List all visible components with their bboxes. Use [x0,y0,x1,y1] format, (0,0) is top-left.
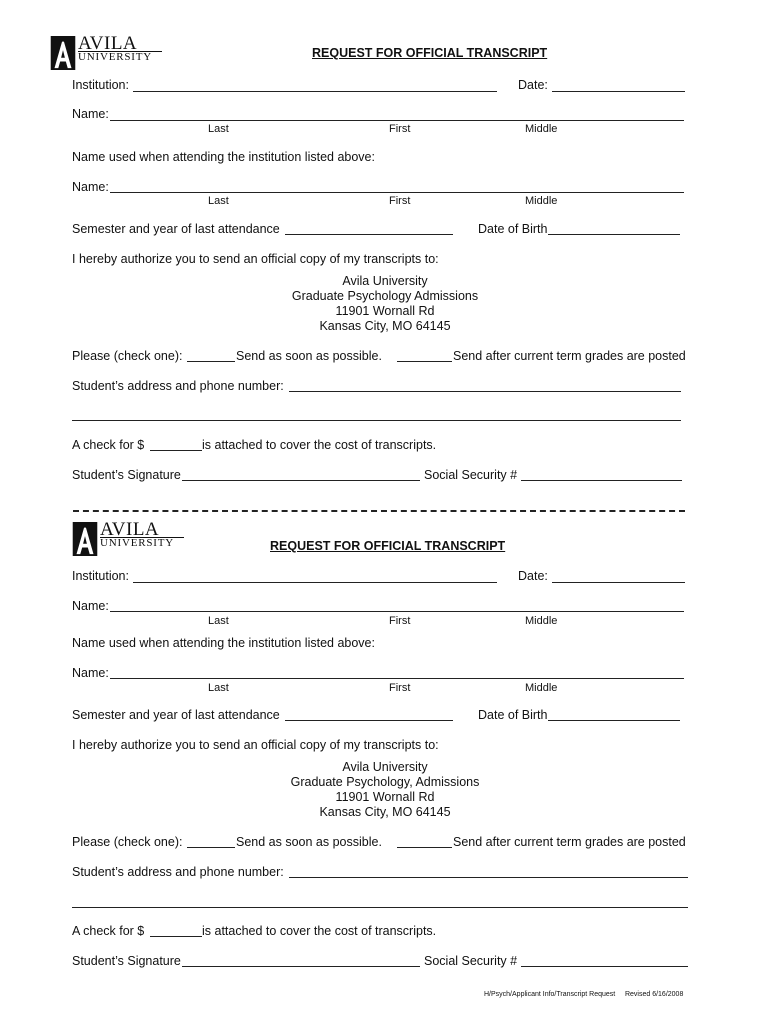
date-field[interactable] [552,91,685,92]
semester-field[interactable] [285,720,453,721]
signature-label: Student’s Signature [72,954,181,968]
check-for-label: A check for $ [72,438,145,452]
check-for-label: A check for $ [72,924,145,938]
first-caption: First [389,615,411,627]
check-amount-field[interactable] [150,936,202,937]
middle-caption: Middle [525,123,558,135]
address-label: Student’s address and phone number: [72,379,284,393]
send-after-checkbox[interactable] [397,361,452,362]
authorize-text: I hereby authorize you to send an official copy of my transcripts to: [72,252,439,266]
form-title: REQUEST FOR OFFICIAL TRANSCRIPT [312,46,548,60]
name-field[interactable] [110,120,684,121]
address-label: Student’s address and phone number: [72,865,284,879]
name-field[interactable] [110,611,684,612]
ssn-label: Social Security # [424,468,518,482]
last-caption: Last [208,615,229,627]
send-after-checkbox[interactable] [397,847,452,848]
attached-text: is attached to cover the cost of transcripts. [202,438,437,452]
ssn-field[interactable] [521,966,688,967]
cut-line-divider [73,510,685,512]
date-field[interactable] [552,582,685,583]
first-caption: First [389,682,411,694]
address-line-4: Kansas City, MO 64145 [319,319,451,333]
name-used-label: Name used when attending the institution listed above: [72,150,375,164]
form-title: REQUEST FOR OFFICIAL TRANSCRIPT [270,539,506,553]
former-name-field[interactable] [110,678,684,679]
date-label: Date: [518,569,548,583]
address-field[interactable] [289,391,681,392]
first-caption: First [389,195,411,207]
address-line-1: Avila University [342,274,428,288]
institution-label: Institution: [72,569,129,583]
check-one-label: Please (check one): [72,349,183,363]
ssn-field[interactable] [521,480,682,481]
address-field[interactable] [289,877,688,878]
send-after-label: Send after current term grades are posted [453,835,686,849]
address-line-1: Avila University [342,760,428,774]
middle-caption: Middle [525,615,558,627]
footer-revision-note: H/Psych/Applicant Info/Transcript Request Revised 6/16/2008 [484,991,684,998]
address-line-4: Kansas City, MO 64145 [319,805,451,819]
last-caption: Last [208,682,229,694]
semester-label: Semester and year of last attendance [72,708,280,722]
signature-label: Student’s Signature [72,468,181,482]
logo-avila-text: AVILA [78,33,138,54]
first-caption: First [389,123,411,135]
check-one-label: Please (check one): [72,835,183,849]
logo-university-text: UNIVERSITY [78,51,152,63]
dob-field[interactable] [548,234,680,235]
send-asap-label: Send as soon as possible. [236,835,382,849]
middle-caption: Middle [525,682,558,694]
institution-label: Institution: [72,78,129,92]
name-label-2: Name: [72,180,109,194]
address-line-3: 11901 Wornall Rd [335,304,435,318]
last-caption: Last [208,123,229,135]
ssn-label: Social Security # [424,954,518,968]
send-asap-checkbox[interactable] [187,361,235,362]
institution-field[interactable] [133,91,497,92]
address-line-3: 11901 Wornall Rd [335,790,435,804]
middle-caption: Middle [525,195,558,207]
dob-label: Date of Birth [478,708,548,722]
semester-field[interactable] [285,234,453,235]
logo-university-text: UNIVERSITY [100,537,174,549]
authorize-text: I hereby authorize you to send an official copy of my transcripts to: [72,738,439,752]
signature-field[interactable] [182,480,420,481]
address-field-2[interactable] [72,420,681,421]
address-field-2[interactable] [72,907,688,908]
name-label-2: Name: [72,666,109,680]
name-used-label: Name used when attending the institution listed above: [72,636,375,650]
logo-avila-text: AVILA [100,519,160,540]
send-after-label: Send after current term grades are posted [453,349,686,363]
send-asap-checkbox[interactable] [187,847,235,848]
logo-a-mark [50,36,76,70]
address-line-2: Graduate Psychology, Admissions [290,775,480,789]
dob-field[interactable] [548,720,680,721]
address-line-2: Graduate Psychology Admissions [291,289,479,303]
institution-field[interactable] [133,582,497,583]
send-asap-label: Send as soon as possible. [236,349,382,363]
name-label: Name: [72,599,109,613]
semester-label: Semester and year of last attendance [72,222,280,236]
dob-label: Date of Birth [478,222,548,236]
signature-field[interactable] [182,966,420,967]
attached-text: is attached to cover the cost of transcripts. [202,924,437,938]
date-label: Date: [518,78,548,92]
logo-a-mark [72,522,98,556]
former-name-field[interactable] [110,192,684,193]
name-label: Name: [72,107,109,121]
last-caption: Last [208,195,229,207]
check-amount-field[interactable] [150,450,202,451]
